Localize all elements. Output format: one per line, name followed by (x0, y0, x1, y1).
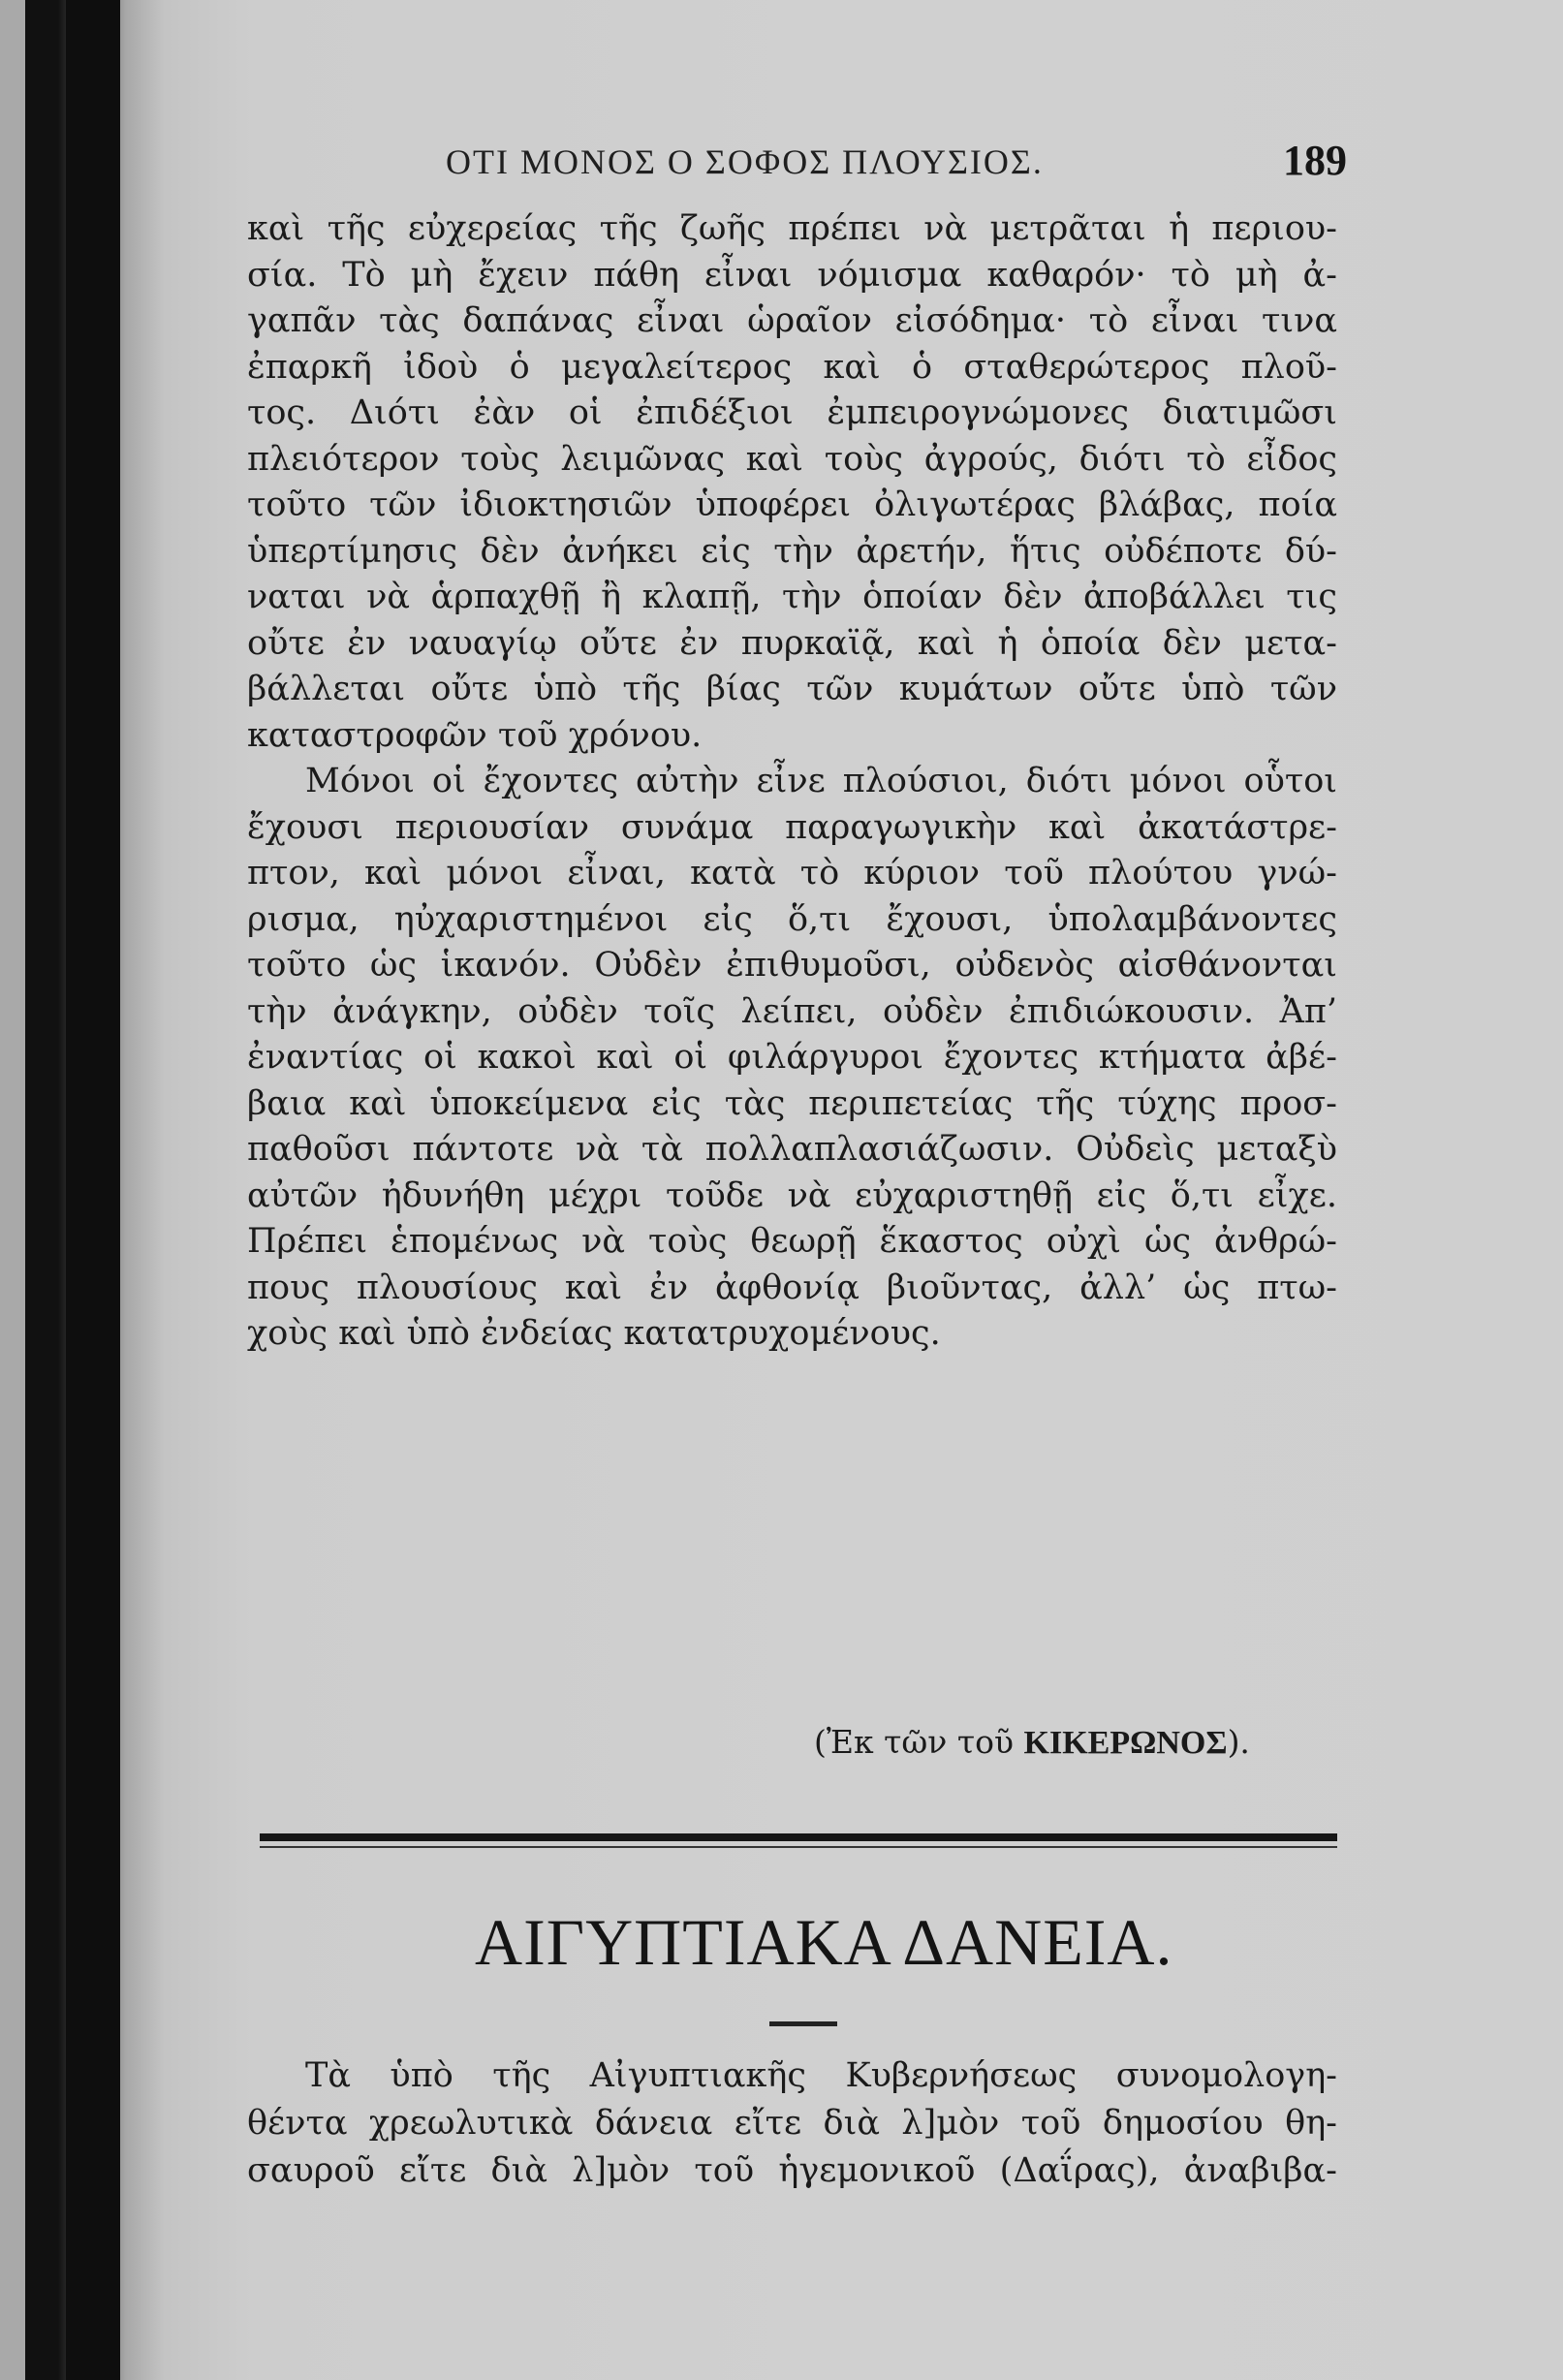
text-line: τὴν ἀνάγκην, οὐδὲν τοῖς λείπει, οὐδὲν ἐπιδιώκουσιν. Ἀπ’ (247, 991, 1337, 1031)
text-line: θέντα χρεωλυτικὰ δάνεια εἴτε διὰ λ]μὸν τοῦ δημοσίου θη- (247, 2104, 1337, 2143)
text-line: Μόνοι οἱ ἔχοντες αὐτὴν εἶνε πλούσιοι, διότι μόνοι οὗτοι (305, 762, 1337, 800)
main-text (247, 206, 1337, 1358)
text-line: χοὺς καὶ ὑπὸ ἐνδείας κατατρυχομένους. (247, 1314, 941, 1353)
attribution-suffix: ). (1227, 1723, 1250, 1761)
text-line: ναται νὰ ἁρπαχθῇ ἢ κλαπῇ, τὴν ὁποίαν δὲν ἀποβάλλει τις (247, 578, 1337, 616)
text-line: καὶ τῆς εὐχερείας τῆς ζωῆς πρέπει νὰ μετρᾶται ἡ περιου- (247, 209, 1337, 248)
page-header (446, 136, 1347, 194)
section-divider-thin (260, 1846, 1337, 1848)
title-dash (769, 2021, 837, 2026)
text-line: ἐναντίας οἱ κακοὶ καὶ οἱ φιλάργυροι ἔχοντες κτήματα ἀβέ- (247, 1038, 1337, 1077)
text-line: πτον, καὶ μόνοι εἶναι, κατὰ τὸ κύριον τοῦ πλούτου γνώ- (247, 854, 1337, 892)
text-line: αὐτῶν ἠδυνήθη μέχρι τοῦδε νὰ εὐχαριστηθῇ εἰς ὅ,τι εἶχε. (247, 1175, 1337, 1215)
section-text (247, 2052, 1337, 2195)
text-line: τοῦτο ὡς ἱκανόν. Οὐδὲν ἐπιθυμοῦσι, οὐδενὸς αἰσθάνονται (247, 946, 1337, 985)
attribution (814, 1723, 1250, 1762)
text-line: ὑπερτίμησις δὲν ἀνήκει εἰς τὴν ἀρετήν, ἥτις οὐδέποτε δύ- (247, 531, 1337, 571)
section-divider (260, 1833, 1337, 1841)
running-title: ΟΤΙ ΜΟΝΟΣ Ο ΣΟΦΟΣ ΠΛΟΥΣΙΟΣ. (446, 142, 1044, 181)
text-line: γαπᾶν τὰς δαπάνας εἶναι ὡραῖον εἰσόδημα· τὸ εἶναι τινα (247, 301, 1337, 340)
text-line: Τὰ ὑπὸ τῆς Αἰγυπτιακῆς Κυβερνήσεως συνομολογη- (305, 2056, 1337, 2095)
text-line: ρισμα, ηὐχαριστημένοι εἰς ὅ,τι ἔχουσι, ὑπολαμβάνοντες (247, 899, 1337, 939)
text-line: σία. Τὸ μὴ ἔχειν πάθη εἶναι νόμισμα καθαρόν· τὸ μὴ ἀ- (247, 255, 1337, 295)
text-line: τος. Διότι ἐὰν οἱ ἐπιδέξιοι ἐμπειρογνώμονες διατιμῶσι (247, 393, 1337, 432)
text-line: οὔτε ἐν ναυαγίῳ οὔτε ἐν πυρκαϊᾷ, καὶ ἡ ὁποία δὲν μετα- (247, 623, 1337, 663)
page-edge (0, 0, 25, 2380)
attribution-author: ΚΙΚΕΡΩΝΟΣ (1023, 1725, 1228, 1761)
text-line: ἔχουσι περιουσίαν συνάμα παραγωγικὴν καὶ ἀκατάστρε- (247, 807, 1337, 847)
text-line: πους πλουσίους καὶ ἐν ἀφθονίᾳ βιοῦντας, ἀλλ’ ὡς πτω- (247, 1268, 1337, 1307)
text-line: πλειότερον τοὺς λειμῶνας καὶ τοὺς ἀγρούς, διότι τὸ εἶδος (247, 439, 1337, 479)
text-line: σαυροῦ εἴτε διὰ λ]μὸν τοῦ ἡγεμονικοῦ (Δαΐρας), ἀναβιβα- (247, 2151, 1337, 2190)
text-line: τοῦτο τῶν ἰδιοκτησιῶν ὑποφέρει ὀλιγωτέρας βλάβας, ποία (247, 485, 1337, 524)
text-line: βαια καὶ ὑποκείμενα εἰς τὰς περιπετείας τῆς τύχης προσ- (247, 1083, 1337, 1123)
text-line: ἐπαρκῆ ἰδοὺ ὁ μεγαλείτερος καὶ ὁ σταθερώτερος πλοῦ- (247, 347, 1337, 387)
text-line: βάλλεται οὔτε ὑπὸ τῆς βίας τῶν κυμάτων οὔτε ὑπὸ τῶν (247, 670, 1337, 708)
text-line: Πρέπει ἑπομένως νὰ τοὺς θεωρῇ ἕκαστος οὐχὶ ὡς ἀνθρώ- (247, 1222, 1337, 1261)
text-line: παθοῦσι πάντοτε νὰ τὰ πολλαπλασιάζωσιν. Οὐδεὶς μεταξὺ (247, 1130, 1337, 1169)
attribution-prefix: (Ἐκ τῶν τοῦ (814, 1723, 1024, 1761)
page-number: 189 (1283, 137, 1347, 184)
text-line: καταστροφῶν τοῦ χρόνου. (247, 715, 703, 755)
book-gutter-shadow (66, 0, 120, 2380)
section-title: ΑΙΓΥΠΤΙΑΚΑ ΔΑΝΕΙΑ. (475, 1905, 1173, 1979)
